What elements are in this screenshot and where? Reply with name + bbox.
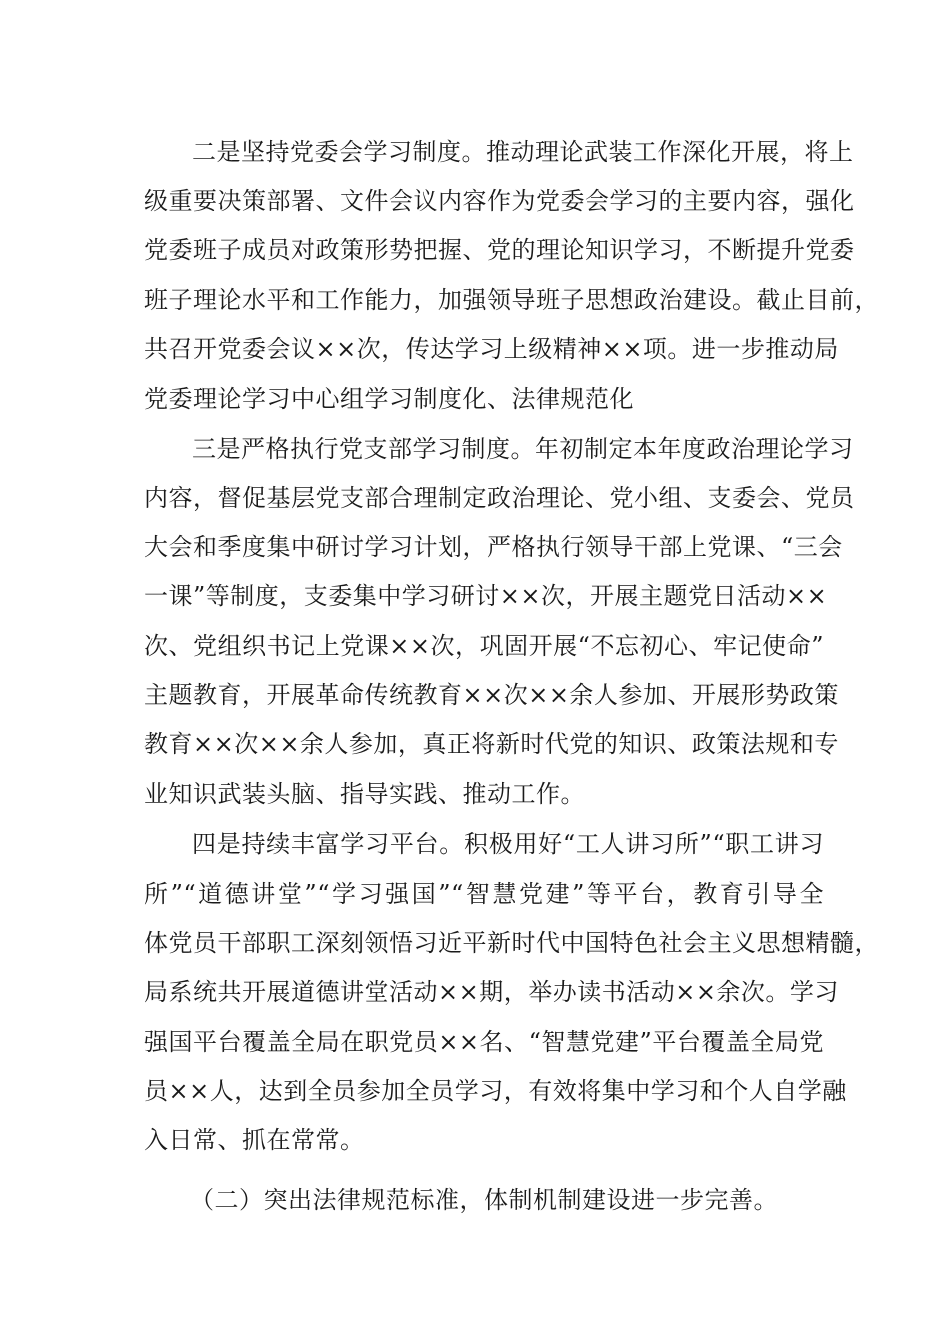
paragraph-4-line-1: 四是持续丰富学习平台。积极用好“工人讲习所”“职工讲习: [192, 830, 824, 858]
paragraph-2-line-2: 级重要决策部署、文件会议内容作为党委会学习的主要内容，强化: [144, 187, 855, 215]
paragraph-3-line-3: 大会和季度集中研讨学习计划，严格执行领导干部上党课、“三会: [144, 533, 843, 561]
paragraph-3-line-6: 主题教育，开展革命传统教育××次××余人参加、开展形势政策: [144, 681, 839, 709]
paragraph-2-line-6: 党委理论学习中心组学习制度化、法律规范化: [144, 385, 634, 413]
paragraph-4-line-7: 入日常、抓在常常。: [144, 1126, 365, 1154]
paragraph-2-line-4: 班子理论水平和工作能力，加强领导班子思想政治建设。截止目前，: [144, 286, 879, 314]
paragraph-4-line-3: 体党员干部职工深刻领悟习近平新时代中国特色社会主义思想精髓，: [144, 929, 879, 957]
paragraph-4-line-4: 局系统共开展道德讲堂活动××期，举办读书活动××余次。学习: [144, 978, 839, 1006]
paragraph-2-line-3: 党委班子成员对政策形势把握、党的理论知识学习，不断提升党委: [144, 236, 855, 264]
paragraph-2-line-1: 二是坚持党委会学习制度。推动理论武装工作深化开展，将上: [192, 138, 854, 166]
paragraph-4-line-5: 强国平台覆盖全局在职党员××名、“智慧党建”平台覆盖全局党: [144, 1028, 824, 1056]
paragraph-3-line-2: 内容，督促基层党支部合理制定政治理论、党小组、支委会、党员: [144, 484, 855, 512]
paragraph-3-line-4: 一课”等制度，支委集中学习研讨××次，开展主题党日活动××: [144, 582, 828, 610]
paragraph-4-line-6: 员××人，达到全员参加全员学习，有效将集中学习和个人自学融: [144, 1077, 847, 1105]
paragraph-3-line-5: 次、党组织书记上党课××次，巩固开展“不忘初心、牢记使命”: [144, 632, 824, 660]
section-heading: （二）突出法律规范标准，体制机制建设进一步完善。: [190, 1186, 778, 1214]
paragraph-3-line-1: 三是严格执行党支部学习制度。年初制定本年度政治理论学习: [192, 435, 854, 463]
paragraph-3-line-8: 业知识武装头脑、指导实践、推动工作。: [144, 780, 585, 808]
paragraph-4-line-2: 所”“道德讲堂”“学习强国”“智慧党建”等平台，教育引导全: [144, 880, 824, 908]
paragraph-3-line-7: 教育××次××余人参加，真正将新时代党的知识、政策法规和专: [144, 730, 839, 758]
paragraph-2-line-5: 共召开党委会议××次，传达学习上级精神××项。进一步推动局: [144, 335, 839, 363]
